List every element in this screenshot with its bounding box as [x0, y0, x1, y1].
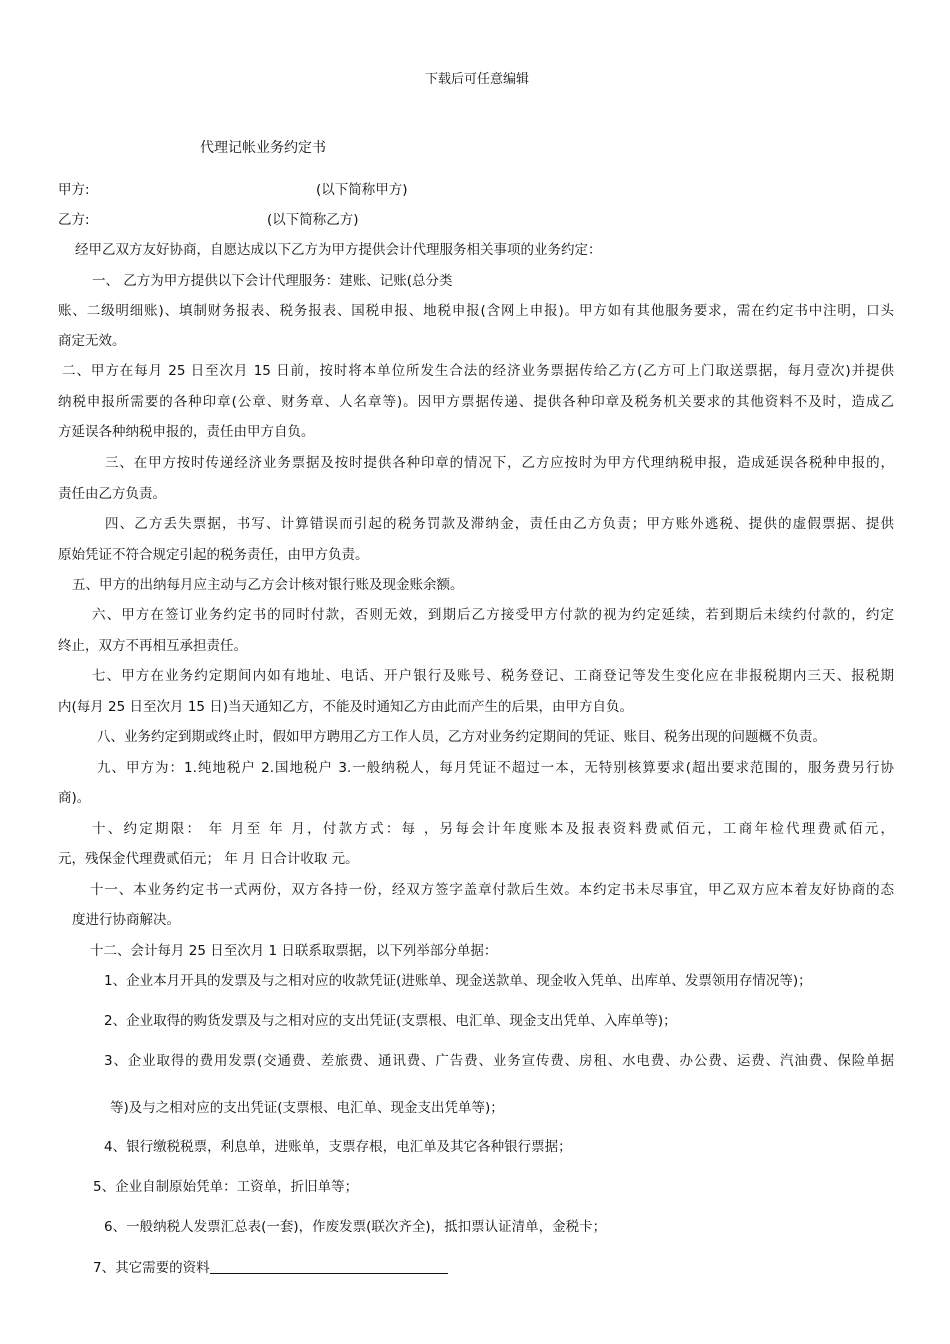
clause-11-line-1: 十一、本业务约定书一式两份，双方各持一份，经双方签字盖章付款后生效。本约定书未尽事宜，甲乙双方应本着友好协商的态: [90, 882, 894, 898]
list-item-4: 4、银行缴税税票，利息单，进账单，支票存根，电汇单及其它各种银行票据；: [104, 1139, 572, 1155]
list-item-6: 6、一般纳税人发票汇总表(一套)，作废发票(联次齐全)，抵扣票认证清单，金税卡；: [104, 1219, 607, 1235]
clause-6-line-1: 六、甲方在签订业务约定书的同时付款，否则无效，到期后乙方接受甲方付款的视为约定延续，若到期后未续约付款的，约定: [92, 607, 894, 623]
clause-2-line-3: 方延误各种纳税申报的，责任由甲方自负。: [58, 424, 315, 440]
clause-11-line-2: 度进行协商解决。: [72, 912, 180, 928]
intro-paragraph: 经甲乙双方友好协商，自愿达成以下乙方为甲方提供会计代理服务相关事项的业务约定：: [75, 242, 602, 258]
clause-9-line-1: 九、甲方为：1.纯地税户 2.国地税户 3.一般纳税人，每月凭证不超过一本，无特别核算要求(超出要求范围的，服务费另行协: [97, 760, 894, 776]
list-item-3-line-2: 等)及与之相对应的支出凭证(支票根、电汇单、现金支出凭单等)；: [110, 1100, 504, 1116]
list-item-7: [93, 1256, 448, 1276]
clause-3-line-1: 三、在甲方按时传递经济业务票据及按时提供各种印章的情况下，乙方应按时为甲方代理纳税申报，造成延误各税种申报的，: [105, 455, 894, 471]
clause-2-line-2: 纳税申报所需要的各种印章(公章、财务章、人名章等)。因甲方票据传递、提供各种印章及税务机关要求的其他资料不及时，造成乙: [58, 394, 894, 410]
clause-7-line-2: 内(每月 25 日至次月 15 日)当天通知乙方，不能及时通知乙方由此而产生的后果，由甲方自负。: [58, 699, 634, 715]
clause-10-line-2: 元，残保金代理费贰佰元； 年 月 日合计收取 元。: [58, 851, 359, 867]
clause-4-line-1: 四、乙方丢失票据，书写、计算错误而引起的税务罚款及滞纳金，责任由乙方负责；甲方账外逃税、提供的虚假票据、提供: [105, 516, 894, 532]
clause-9-line-2: 商)。: [58, 790, 91, 806]
clause-8-line-1: 八、业务约定到期或终止时，假如甲方聘用乙方工作人员，乙方对业务约定期间的凭证、账目、税务出现的问题概不负责。: [97, 729, 826, 745]
clause-3-line-2: 责任由乙方负责。: [58, 486, 166, 502]
list-item-1: 1、企业本月开具的发票及与之相对应的收款凭证(进账单、现金送款单、现金收入凭单、出库单、发票领用存情况等)；: [104, 973, 812, 989]
header-note: 下载后可任意编辑: [425, 72, 530, 87]
clause-1-line-1: 一、 乙方为甲方提供以下会计代理服务：建账、记账(总分类: [92, 273, 453, 289]
clause-10-line-1: 十、约定期限： 年 月至 年 月，付款方式：每 ，另每会计年度账本及报表资料费贰佰元，工商年检代理费贰佰元，: [92, 821, 894, 837]
list-item-3-line-1: 3、企业取得的费用发票(交通费、差旅费、通讯费、广告费、业务宣传费、房租、水电费、办公费、运费、汽油费、保险单据: [104, 1053, 894, 1069]
document-title: 代理记帐业务约定书: [200, 140, 326, 156]
party-a-suffix: (以下简称甲方): [316, 182, 408, 198]
party-a-label: 甲方:: [58, 182, 90, 198]
list-item-7-label: 7、其它需要的资料: [93, 1260, 210, 1276]
party-b-label: 乙方:: [58, 212, 90, 228]
clause-2-line-1: 二、甲方在每月 25 日至次月 15 日前，按时将本单位所发生合法的经济业务票据传给乙方(乙方可上门取送票据，每月壹次)并提供: [62, 363, 894, 379]
clause-1-line-2: 账、二级明细账)、填制财务报表、税务报表、国税申报、地税申报(含网上申报)。甲方如有其他服务要求，需在约定书中注明，口头: [58, 303, 894, 319]
fill-in-blank-line: [210, 1259, 448, 1274]
clause-5-line-1: 五、甲方的出纳每月应主动与乙方会计核对银行账及现金账余额。: [72, 577, 464, 593]
clause-7-line-1: 七、甲方在业务约定期间内如有地址、电话、开户银行及账号、税务登记、工商登记等发生变化应在非报税期内三天、报税期: [92, 668, 894, 684]
party-b-suffix: (以下简称乙方): [267, 212, 359, 228]
clause-1-line-3: 商定无效。: [58, 333, 126, 349]
clause-6-line-2: 终止，双方不再相互承担责任。: [58, 638, 247, 654]
list-item-2: 2、企业取得的购货发票及与之相对应的支出凭证(支票根、电汇单、现金支出凭单、入库单等)；: [104, 1013, 677, 1029]
list-item-5: 5、企业自制原始凭单：工资单，折旧单等；: [93, 1179, 359, 1195]
clause-4-line-2: 原始凭证不符合规定引起的税务责任，由甲方负责。: [58, 547, 369, 563]
clause-12-line-1: 十二、会计每月 25 日至次月 1 日联系取票据，以下列举部分单据：: [90, 943, 498, 959]
